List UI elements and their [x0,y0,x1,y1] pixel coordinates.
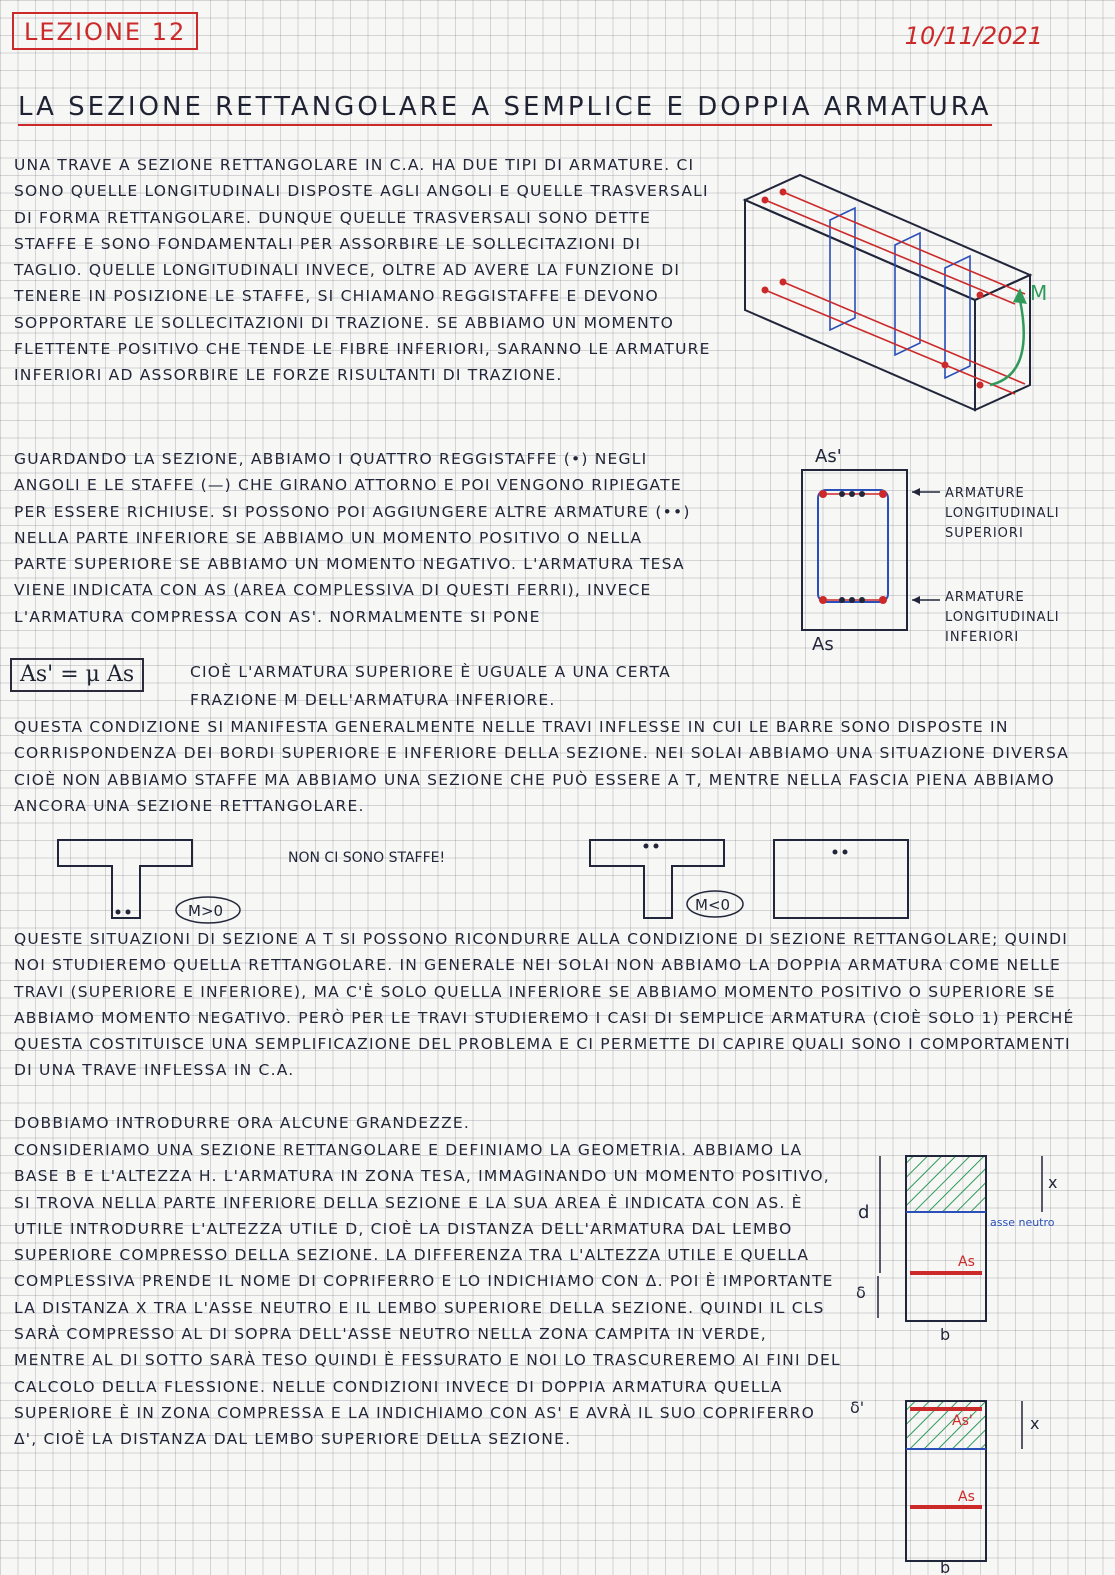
no-staffe-label: NON CI SONO STAFFE! [288,850,446,866]
asse-neutro-label: asse neutro [990,1216,1055,1229]
double-armature-diagram [850,1395,1065,1575]
arm-sup-label: ARMATURE LONGITUDINALI SUPERIORI [945,486,1060,541]
beam-3d-diagram [735,170,1065,420]
x-label-2: x [1030,1414,1040,1433]
section-as-top-label: As' [815,446,842,467]
x-label: x [1048,1173,1058,1192]
paragraph-section: GUARDANDO LA SEZIONE, ABBIAMO I QUATTRO REGGISTAFFE (•) NEGLI ANGOLI E LE STAFFE (—) CHE GIRANO ATTORNO E POI VENGONO RIPIEGATE PER ESSERE RICHIUSE. SI POSSONO POI AGGIUNGERE ALTRE ARMATURE (••) NELLA PARTE INFERIORE SE ABBIAMO UN MOMENTO POSITIVO O NELLA PARTE SUPERIORE SE ABBIAMO UN MOMENTO NEGATIVO. L'ARMATURA TESA VIENE INDICATA CON AS (AREA COMPLESSIVA DI QUESTI FERRI), INVECE L'ARMATURA COMPRESSA CON AS'. NORMALMENTE SI PONE [14,450,691,626]
b-label: b [940,1325,951,1344]
paragraph-solai: QUESTA CONDIZIONE SI MANIFESTA GENERALMENTE NELLE TRAVI INFLESSE IN CUI LE BARRE SONO DISPOSTE IN CORRISPONDENZA DEI BORDI SUPERIORE E INFERIORE DELLA SEZIONE. NEI SOLAI ABBIAMO UNA SITUAZIONE DIVERSA CIOÈ NON ABBIAMO STAFFE MA ABBIAMO UNA SEZIONE CHE PUÒ ESSERE A T, MENTRE NELLA FASCIA PIENA ABBIAMO ANCORA UNA SEZIONE RETTANGOLARE. [14,718,1070,815]
as-bottom-label: As [958,1489,975,1505]
d-label: d [858,1202,870,1223]
b-label-2: b [940,1558,951,1575]
m-neg-label: M<0 [695,896,731,914]
delta-prime-label: δ' [850,1398,865,1417]
paragraph-t-sections: QUESTE SITUAZIONI DI SEZIONE A T SI POSSONO RICONDURRE ALLA CONDIZIONE DI SEZIONE RETTANGOLARE; QUINDI NOI STUDIEREMO QUELLA RETTANGOLARE. IN GENERALE NEI SOLAI NON ABBIAMO LA DOPPIA ARMATURA COME NELLE TRAVI (SUPERIORE E INFERIORE), MA C'È SOLO QUELLA INFERIORE SE ABBIAMO MOMENTO POSITIVO O SUPERIORE SE ABBIAMO MOMENTO NEGATIVO. PERÒ PER LE TRAVI STUDIEREMO I CASI DI SEMPLICE ARMATURA (CIOÈ SOLO 1) PERCHÉ QUESTA COSTITUISCE UNA SEMPLIFICAZIONE DEL PROBLEMA E CI PERMETTE DI CAPIRE QUALI SONO I COMPORTAMENTI DI UNA TRAVE INFLESSA IN C.A. [14,930,1075,1080]
paragraph-geometria: CONSIDERIAMO UNA SEZIONE RETTANGOLARE E DEFINIAMO LA GEOMETRIA. ABBIAMO LA BASE B E L'ALTEZZA H. L'ARMATURA IN ZONA TESA, IMMAGINANDO UN MOMENTO POSITIVO, SI TROVA NELLA PARTE INFERIORE DELLA SEZIONE E LA SUA AREA È INDICATA CON AS. È UTILE INTRODURRE L'ALTEZZA UTILE D, CIOÈ LA DISTANZA DELL'ARMATURA DAL LEMBO SUPERIORE COMPRESSO DELLA SEZIONE. LA DIFFERENZA TRA L'ALTEZZA UTILE E QUELLA COMPLESSIVA PRENDE IL NOME DI COPRIFERRO E LO INDICHIAMO CON Δ. POI È IMPORTANTE LA DISTANZA X TRA L'ASSE NEUTRO E IL LEMBO SUPERIORE DELLA SEZIONE. QUINDI IL CLS SARÀ COMPRESSO AL DI SOPRA DELL'ASSE NEUTRO NELLA ZONA CAMPITA IN VERDE, MENTRE AL DI SOTTO SARÀ TESO QUINDI È FESSURATO E NOI LO TRASCUREREMO AI FINI DEL CALCOLO DELLA FLESSIONE. NELLE CONDIZIONI INVECE DI DOPPIA ARMATURA QUELLA SUPERIORE È IN ZONA COMPRESSA E LA INDICHIAMO CON AS' E AVRÀ IL SUO COPRIFERRO Δ', CIOÈ LA DISTANZA DAL LEMBO SUPERIORE DELLA SEZIONE. [14,1141,841,1449]
delta-label: δ [856,1283,866,1302]
paragraph-intro: UNA TRAVE A SEZIONE RETTANGOLARE IN C.A. HA DUE TIPI DI ARMATURE. CI SONO QUELLE LONGITUDINALI DISPOSTE AGLI ANGOLI E QUELLE TRASVERSALI DI FORMA RETTANGOLARE. DUNQUE QUELLE TRASVERSALI SONO DETTE STAFFE E SONO FONDAMENTALI PER ASSORBIRE LE SOLLECITAZIONI DI TAGLIO. QUELLE LONGITUDINALI INVECE, OLTRE AD AVERE LA FUNZIONE DI TENERE IN POSIZIONE LE STAFFE, SI CHIAMANO REGGISTAFFE E DEVONO SOPPORTARE LE SOLLECITAZIONI DI TRAZIONE. SE ABBIAMO UN MOMENTO FLETTENTE POSITIVO CHE TENDE LE FIBRE INFERIORI, SARANNO LE ARMATURE INFERIORI AD ASSORBIRE LE FORZE RISULTANTI DI TRAZIONE. [14,156,711,385]
paragraph-formula-explain: CIOÈ L'ARMATURA SUPERIORE È UGUALE A UNA CERTA FRAZIONE Μ DELL'ARMATURA INFERIORE. [190,663,671,709]
lesson-number: LEZIONE 12 [12,12,198,50]
page-title: LA SEZIONE RETTANGOLARE A SEMPLICE E DOPPIA ARMATURA [18,92,992,126]
t-sections-diagram [50,832,930,932]
paragraph-grandezze: DOBBIAMO INTRODURRE ORA ALCUNE GRANDEZZE. [14,1114,471,1132]
beam-moment-label: M [1030,281,1048,305]
section-as-bottom-label: As [812,634,834,655]
arm-inf-label: ARMATURE LONGITUDINALI INFERIORI [945,590,1060,645]
formula-as: As' = μ As [10,658,144,692]
single-armature-diagram [850,1148,1065,1348]
lesson-date: 10/11/2021 [904,22,1043,50]
m-pos-label: M>0 [188,902,224,920]
as-label: As [958,1254,975,1270]
as-prime-label: As' [952,1413,973,1429]
